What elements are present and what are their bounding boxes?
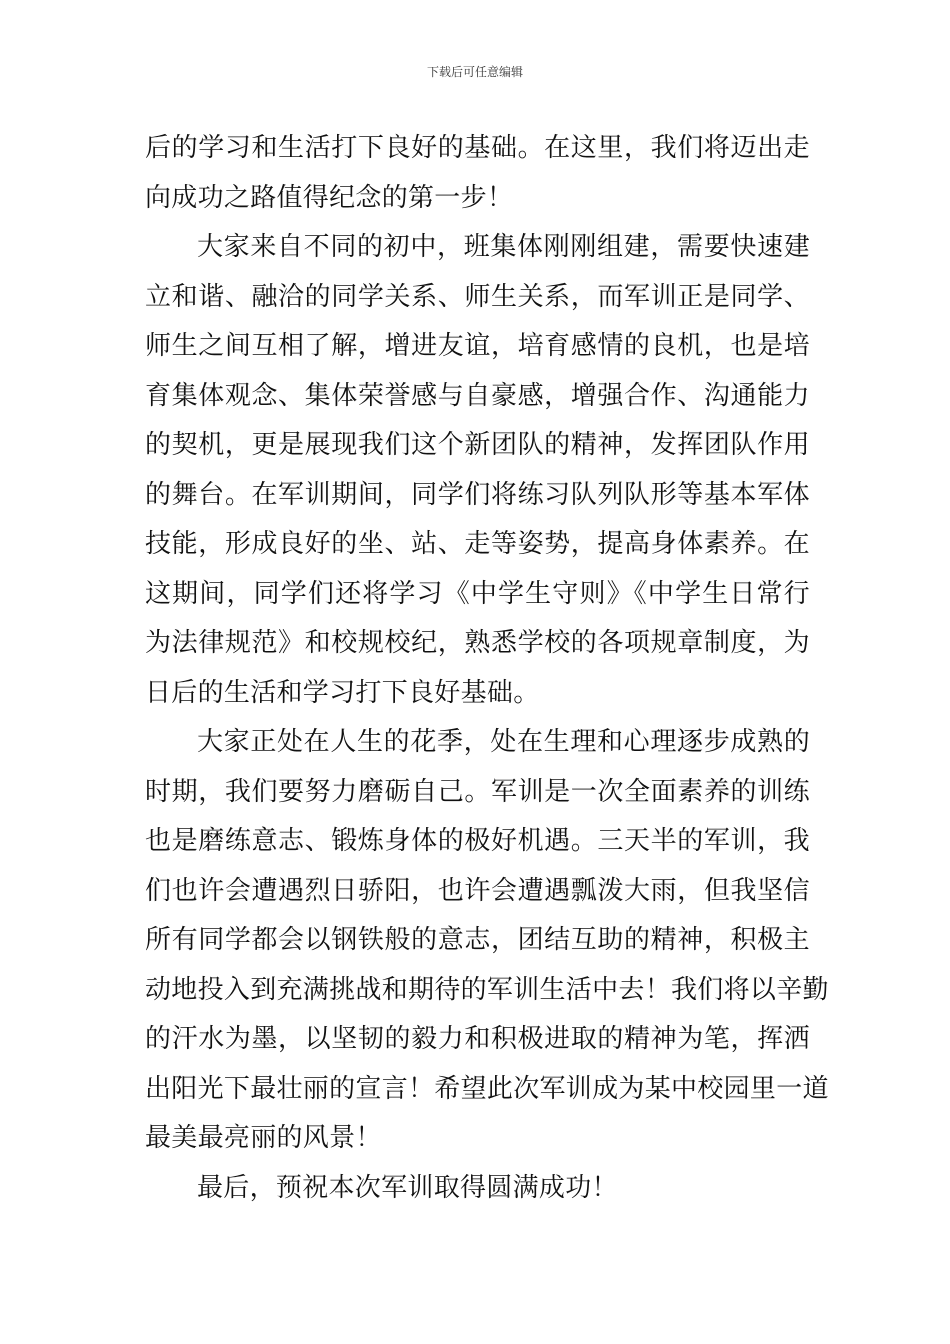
text-line: 所有同学都会以钢铁般的意志，团结互助的精神，积极主 (145, 925, 810, 955)
text-line: 这期间，同学们还将学习《中学生守则》《中学生日常行 (145, 578, 810, 609)
text-line: 动地投入到充满挑战和期待的军训生活中去！我们将以辛勤 (145, 974, 829, 1005)
paragraph (145, 1164, 810, 1214)
document-body (145, 124, 829, 1213)
text-line: 技能，形成良好的坐、站、走等姿势，提高身体素养。在 (145, 529, 810, 559)
text-line: 的舞台。在军训期间，同学们将练习队列队形等基本军体 (145, 479, 810, 510)
text-line: 的契机，更是展现我们这个新团队的精神，发挥团队作用 (145, 430, 810, 460)
text-line: 最后，预祝本次军训取得圆满成功！ (197, 1172, 618, 1203)
text-line: 们也许会遭遇烈日骄阳，也许会遭遇瓢泼大雨，但我坚信 (145, 875, 810, 906)
text-line: 向成功之路值得纪念的第一步！ (145, 182, 514, 213)
text-line: 日后的生活和学习打下良好基础。 (145, 677, 540, 708)
page-header: 下载后可任意编辑 (426, 65, 523, 79)
text-line: 立和谐、融洽的同学关系、师生关系，而军训正是同学、 (145, 281, 810, 312)
text-line: 的汗水为墨，以坚韧的毅力和积极进取的精神为笔，挥洒 (145, 1024, 810, 1054)
text-line: 后的学习和生活打下良好的基础。在这里，我们将迈出走 (145, 133, 810, 163)
text-line: 时期，我们要努力磨砺自己。军训是一次全面素养的训练 (145, 776, 810, 807)
text-line: 也是磨练意志、锻炼身体的极好机遇。三天半的军训，我 (145, 826, 810, 856)
text-line: 育集体观念、集体荣誉感与自豪感，增强合作、沟通能力 (145, 380, 810, 411)
text-line: 最美最亮丽的风景！ (145, 1123, 382, 1153)
text-line: 大家来自不同的初中，班集体刚刚组建，需要快速建 (197, 232, 810, 262)
text-line: 出阳光下最壮丽的宣言！希望此次军训成为某中校园里一道 (145, 1073, 829, 1104)
text-line: 师生之间互相了解，增进友谊，培育感情的良机，也是培 (145, 331, 810, 361)
text-line: 为法律规范》和校规校纪，熟悉学校的各项规章制度，为 (145, 628, 810, 658)
paragraph (145, 124, 810, 223)
paragraph (145, 223, 810, 718)
text-line: 大家正处在人生的花季，处在生理和心理逐步成熟的 (197, 727, 810, 757)
paragraph (145, 718, 829, 1164)
